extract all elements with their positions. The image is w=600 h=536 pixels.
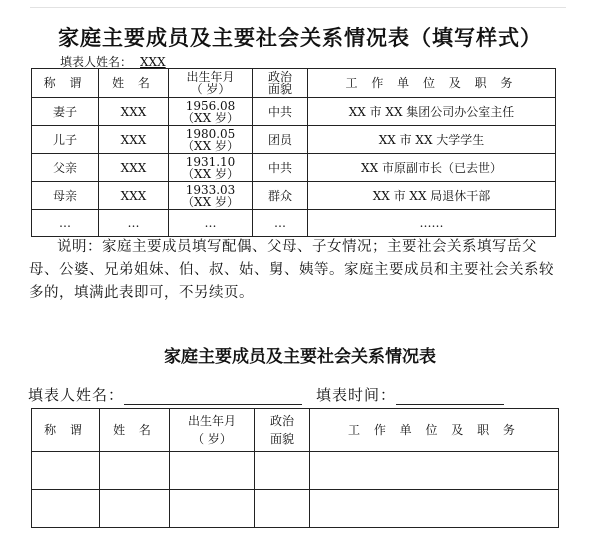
top-divider [30,7,566,8]
filler-name-label: 填表人姓名： [60,55,133,69]
filler-name-input[interactable] [124,388,302,405]
cell-dob [169,98,253,126]
cell-dob [169,182,253,210]
cell-dob-date: 1980.05 [185,126,236,141]
cell-relation: … [32,210,99,237]
blank-cell[interactable] [310,452,559,490]
table-row [32,490,559,528]
table-header-row [32,69,556,98]
cell-political: 中共 [253,154,308,182]
cell-dob-date: 1931.10 [185,154,236,169]
blank-cell[interactable] [255,452,310,490]
instruction-note: 说明：家庭主要成员填写配偶、父母、子女情况；主要社会关系填写岳父母、公婆、兄弟姐妹、伯、叔、姑、舅、姨等。家庭主要成员和主要社会关系较多的，填满此表即可，不另续页。 [29,239,554,301]
cell-dob-age: （XX 岁） [182,194,239,209]
cell-relation: 父亲 [32,154,99,182]
header-relation: 称 谓 [32,409,100,452]
header-political-line1: 政治 [267,70,292,84]
cell-relation: 儿子 [32,126,99,154]
header-dob [169,69,253,98]
blank-cell[interactable] [32,452,100,490]
cell-work: XX 市 XX 大学学生 [308,126,556,154]
cell-political: 群众 [253,182,308,210]
header-political [255,409,310,452]
cell-relation: 母亲 [32,182,99,210]
table-row [32,154,556,182]
blank-cell[interactable] [255,490,310,528]
blank-cell[interactable] [100,452,170,490]
example-family-table [31,68,556,237]
blank-form-filler-row [28,384,568,405]
blank-cell[interactable] [170,490,255,528]
cell-political: … [253,210,308,237]
cell-dob-age: （XX 岁） [182,138,239,153]
header-relation: 称 谓 [32,69,99,98]
cell-name: … [99,210,169,237]
cell-dob-date: 1956.08 [185,98,236,113]
header-dob-line2: （ 岁） [190,82,231,96]
cell-work: …… [308,210,556,237]
blank-cell[interactable] [32,490,100,528]
table-header-row [32,409,559,452]
cell-relation: 妻子 [32,98,99,126]
table-row [32,182,556,210]
cell-name: XXX [99,126,169,154]
filler-name-value: XXX [140,55,166,69]
example-form-title: 家庭主要成员及主要社会关系情况表（填写样式） [58,25,542,50]
header-dob [170,409,255,452]
table-row [32,126,556,154]
fill-time-input[interactable] [396,388,504,405]
header-dob-line2: （ 岁） [192,432,232,446]
cell-dob-age: （XX 岁） [182,166,239,181]
cell-dob-date: 1933.03 [185,182,236,197]
header-work: 工 作 单 位 及 职 务 [308,69,556,98]
header-name: 姓 名 [99,69,169,98]
cell-work: XX 市原副市长（已去世） [308,154,556,182]
header-political [253,69,308,98]
header-political-line2: 面貌 [267,82,292,96]
cell-work: XX 市 XX 集团公司办公室主任 [308,98,556,126]
cell-dob: … [169,210,253,237]
header-dob-line1: 出生年月 [187,414,236,428]
cell-dob-age: （XX 岁） [182,110,239,125]
fill-time-label: 填表时间： [316,386,397,404]
cell-political: 中共 [253,98,308,126]
table-row [32,98,556,126]
header-name: 姓 名 [100,409,170,452]
table-row [32,452,559,490]
cell-dob [169,154,253,182]
cell-political: 团员 [253,126,308,154]
blank-family-table [31,408,559,528]
blank-cell[interactable] [170,452,255,490]
filler-name-label: 填表人姓名： [28,386,125,404]
cell-work: XX 市 XX 局退休干部 [308,182,556,210]
blank-cell[interactable] [100,490,170,528]
cell-dob [169,126,253,154]
header-political-line1: 政治 [269,414,294,428]
header-work: 工 作 单 位 及 职 务 [310,409,559,452]
cell-name: XXX [99,154,169,182]
header-political-line2: 面貌 [269,432,294,446]
header-dob-line1: 出生年月 [186,70,235,84]
table-row-ellipsis [32,210,556,237]
cell-name: XXX [99,182,169,210]
cell-name: XXX [99,98,169,126]
blank-form-title: 家庭主要成员及主要社会关系情况表 [164,347,436,367]
blank-cell[interactable] [310,490,559,528]
